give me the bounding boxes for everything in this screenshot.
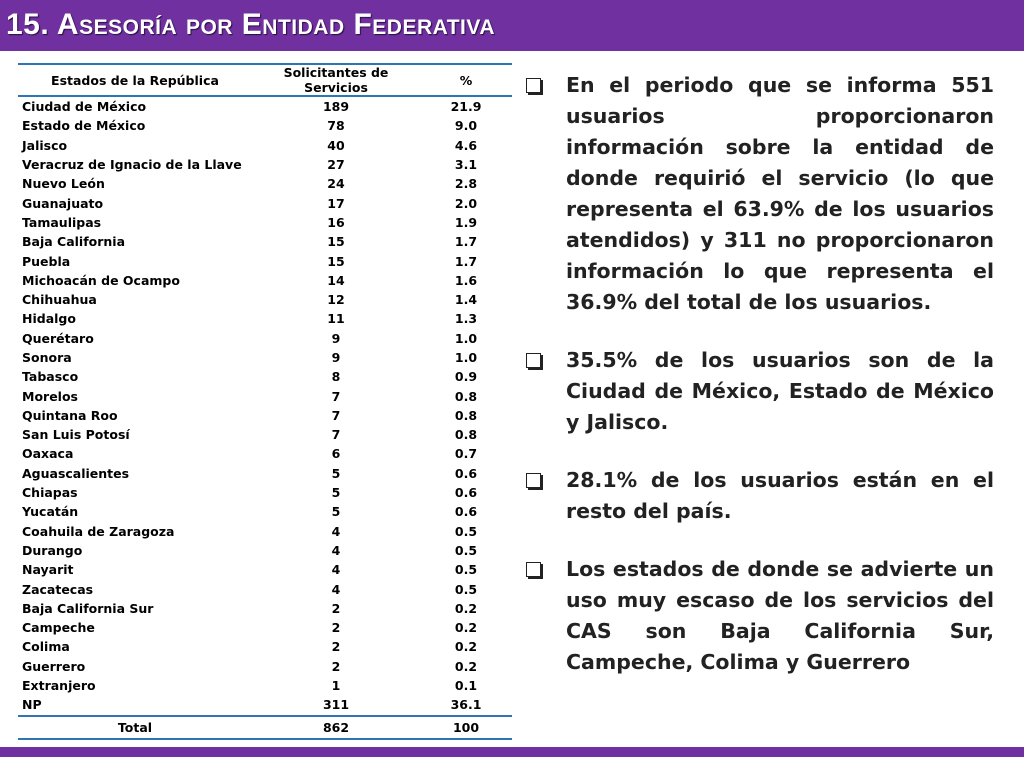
cell-count: 2 <box>331 658 341 674</box>
bullet-text: 35.5% de los usuarios son de la Ciudad de México, Estado de México y Jalisco. <box>566 348 994 434</box>
cell-state: Estado de México <box>22 118 146 134</box>
table-row <box>18 676 512 695</box>
table-row <box>18 695 512 715</box>
cell-count: 4 <box>331 562 341 578</box>
cell-percent: 0.5 <box>454 523 478 539</box>
cell-percent: 1.3 <box>454 311 478 327</box>
cell-percent: 0.5 <box>454 562 478 578</box>
table-row <box>18 464 512 483</box>
cell-percent: 2.0 <box>454 195 478 211</box>
cell-count: 12 <box>327 292 345 308</box>
cell-state: Veracruz de Ignacio de la Llave <box>22 157 242 173</box>
cell-count: 8 <box>331 369 341 385</box>
cell-state: Tamaulipas <box>22 214 102 230</box>
cell-state: Campeche <box>22 620 95 636</box>
cell-state: Puebla <box>22 253 71 269</box>
cell-count: 4 <box>331 542 341 558</box>
cell-count: 311 <box>322 697 350 713</box>
table-row <box>18 116 512 135</box>
states-table <box>18 63 512 740</box>
cell-count: 14 <box>327 272 345 288</box>
cell-state: Guerrero <box>22 658 86 674</box>
checkbox-bullet-icon <box>526 78 541 93</box>
checkbox-bullet-icon <box>526 353 541 368</box>
cell-count: 24 <box>327 176 345 192</box>
table-row <box>18 213 512 232</box>
cell-percent: 36.1 <box>450 697 482 713</box>
table-row <box>18 193 512 212</box>
table-row <box>18 502 512 521</box>
checkbox-bullet-icon <box>526 562 541 577</box>
column-header-state: Estados de la República <box>51 72 219 88</box>
cell-state: Nayarit <box>22 562 74 578</box>
cell-percent: 21.9 <box>450 99 482 115</box>
cell-count: 11 <box>327 311 345 327</box>
cell-count: 27 <box>327 157 345 173</box>
table-total-row <box>18 716 512 739</box>
table-row <box>18 425 512 444</box>
table-row <box>18 522 512 541</box>
cell-count: 4 <box>331 581 341 597</box>
table-row <box>18 329 512 348</box>
table-row <box>18 290 512 309</box>
cell-state: Sonora <box>22 350 72 365</box>
cell-state: Chihuahua <box>22 292 97 308</box>
cell-count: 2 <box>331 620 341 636</box>
cell-percent: 0.2 <box>454 620 478 636</box>
cell-state: San Luis Potosí <box>22 427 130 443</box>
cell-state: Colima <box>22 639 70 655</box>
cell-count: 4 <box>331 523 341 539</box>
cell-percent: 0.5 <box>454 542 478 558</box>
cell-percent: 0.8 <box>454 407 478 423</box>
cell-percent: 1.0 <box>454 330 478 346</box>
cell-count: 15 <box>327 253 345 269</box>
table-row <box>18 406 512 425</box>
table-row <box>18 136 512 155</box>
bullet-text: En el periodo que se informa 551 usuarios proporcionaron información sobre la entidad de donde requirió el servicio (lo que representa el 63.9% de los usuarios atendidos) y 311 no proporcionaron información lo que representa el 36.9% del total de los usuarios. <box>566 73 994 314</box>
cell-state: Tabasco <box>22 369 79 385</box>
cell-percent: 0.6 <box>454 504 478 520</box>
cell-state: Coahuila de Zaragoza <box>22 523 175 539</box>
table-row <box>18 637 512 656</box>
table-row <box>18 541 512 560</box>
bullet-text: 28.1% de los usuarios están en el resto del país. <box>566 468 994 523</box>
cell-state: Guanajuato <box>22 195 104 211</box>
table-row <box>18 309 512 328</box>
total-percent: 100 <box>452 719 480 735</box>
table-header-row <box>18 64 512 96</box>
cell-state: Hidalgo <box>22 311 76 327</box>
cell-count: 40 <box>327 137 345 153</box>
cell-count: 7 <box>331 388 341 404</box>
cell-state: Oaxaca <box>22 446 74 462</box>
table-row <box>18 232 512 251</box>
cell-state: Extranjero <box>22 678 96 694</box>
cell-count: 5 <box>331 465 341 481</box>
cell-count: 2 <box>331 600 341 616</box>
cell-state: Chiapas <box>22 485 78 501</box>
cell-state: Durango <box>22 542 83 558</box>
cell-count: 15 <box>327 234 345 250</box>
cell-state: Aguascalientes <box>22 465 130 481</box>
cell-percent: 4.6 <box>454 137 478 153</box>
table-body <box>18 96 512 716</box>
table-row <box>18 444 512 463</box>
cell-state: Nuevo León <box>22 176 105 192</box>
cell-count: 7 <box>331 427 341 443</box>
cell-percent: 3.1 <box>454 157 478 173</box>
cell-percent: 0.6 <box>454 485 478 501</box>
cell-state: Ciudad de México <box>22 99 147 115</box>
column-header-count: Solicitantes de Servicios <box>283 65 389 95</box>
cell-state: Baja California <box>22 234 126 250</box>
bullet-item <box>524 554 994 678</box>
column-header-percent: % <box>459 72 473 88</box>
cell-percent: 9.0 <box>454 118 478 134</box>
cell-percent: 0.2 <box>454 639 478 655</box>
table-row <box>18 155 512 174</box>
cell-state: Zacatecas <box>22 581 94 597</box>
cell-percent: 1.9 <box>454 214 478 230</box>
states-table-container <box>18 63 512 740</box>
cell-count: 16 <box>327 214 345 230</box>
cell-percent: 0.5 <box>454 581 478 597</box>
table-row <box>18 348 512 367</box>
page-title: 15. Asesoría por Entidad Federativa <box>6 8 496 41</box>
table-row <box>18 271 512 290</box>
table-row <box>18 367 512 386</box>
cell-state: Morelos <box>22 388 78 404</box>
cell-count: 17 <box>327 195 345 211</box>
cell-percent: 1.7 <box>454 253 478 269</box>
cell-count: 189 <box>322 99 350 115</box>
cell-count: 9 <box>331 350 341 365</box>
table-row <box>18 579 512 598</box>
cell-state: Quintana Roo <box>22 407 118 423</box>
cell-percent: 0.2 <box>454 600 478 616</box>
bullet-item <box>524 70 994 318</box>
cell-state: Baja California Sur <box>22 600 154 616</box>
cell-percent: 1.6 <box>454 272 478 288</box>
cell-count: 7 <box>331 407 341 423</box>
cell-count: 78 <box>327 118 345 134</box>
table-row <box>18 657 512 676</box>
cell-percent: 0.1 <box>454 678 478 694</box>
cell-percent: 0.9 <box>454 369 478 385</box>
title-bar <box>0 0 1024 51</box>
bullet-item <box>524 345 994 438</box>
cell-percent: 0.6 <box>454 465 478 481</box>
cell-count: 6 <box>331 446 341 462</box>
cell-percent: 0.2 <box>454 658 478 674</box>
table-row <box>18 599 512 618</box>
cell-state: Querétaro <box>22 330 94 346</box>
cell-count: 5 <box>331 485 341 501</box>
cell-count: 2 <box>331 639 341 655</box>
cell-percent: 1.4 <box>454 292 478 308</box>
bullet-text: Los estados de donde se advierte un uso muy escaso de los servicios del CAS son Baja California Sur, Campeche, Colima y Guerrero <box>566 557 994 674</box>
cell-state: NP <box>22 697 42 713</box>
cell-state: Michoacán de Ocampo <box>22 272 180 288</box>
cell-percent: 1.7 <box>454 234 478 250</box>
cell-percent: 0.8 <box>454 388 478 404</box>
table-row <box>18 560 512 579</box>
cell-count: 5 <box>331 504 341 520</box>
cell-state: Yucatán <box>22 504 79 520</box>
cell-count: 9 <box>331 330 341 346</box>
footer-bar <box>0 747 1024 757</box>
total-label: Total <box>117 719 153 735</box>
cell-count: 1 <box>331 678 341 694</box>
checkbox-bullet-icon <box>526 473 541 488</box>
bullet-item <box>524 465 994 527</box>
total-count: 862 <box>322 719 350 735</box>
table-row <box>18 174 512 193</box>
cell-percent: 0.7 <box>454 446 478 462</box>
table-row <box>18 96 512 116</box>
cell-state: Jalisco <box>22 137 68 153</box>
table-row <box>18 251 512 270</box>
cell-percent: 1.0 <box>454 350 478 365</box>
table-row <box>18 618 512 637</box>
cell-percent: 0.8 <box>454 427 478 443</box>
table-row <box>18 386 512 405</box>
cell-percent: 2.8 <box>454 176 478 192</box>
table-row <box>18 483 512 502</box>
bullet-list <box>524 70 994 705</box>
